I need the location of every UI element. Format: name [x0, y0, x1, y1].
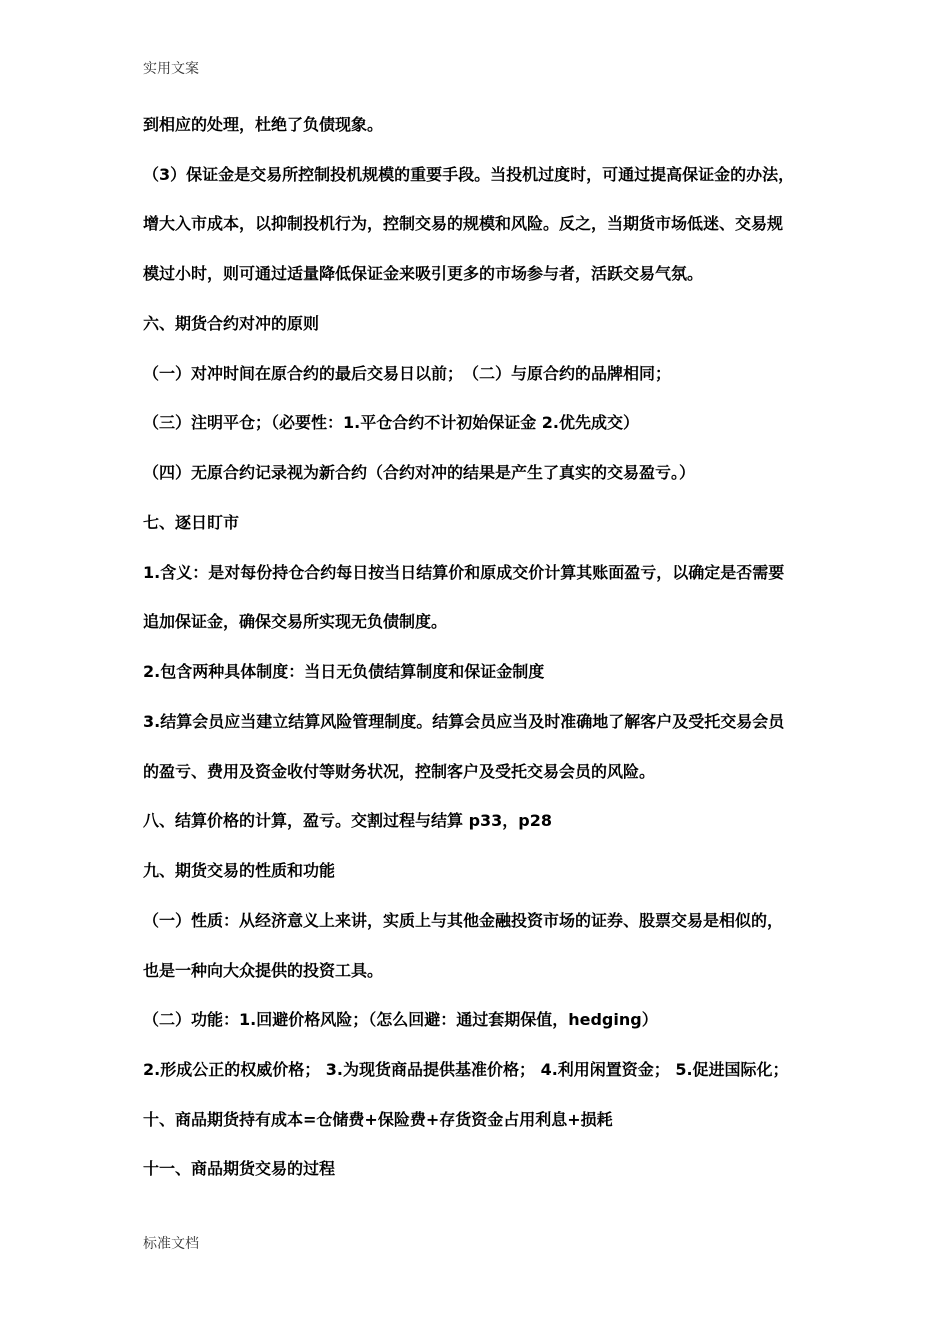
section-heading: 十、商品期货持有成本=仓储费+保险费+存货资金占用利息+损耗 [143, 1110, 613, 1129]
section-heading: 七、逐日盯市 [143, 513, 240, 532]
paragraph-line: 追加保证金，确保交易所实现无负债制度。 [143, 612, 448, 631]
page-header: 实用文案 [143, 61, 199, 77]
paragraph-line: 模过小时，则可通过适量降低保证金来吸引更多的市场参与者，活跃交易气氛。 [143, 264, 704, 283]
section-heading: 十一、商品期货交易的过程 [143, 1159, 336, 1178]
page-footer: 标准文档 [143, 1236, 199, 1252]
paragraph-line: 到相应的处理，杜绝了负债现象。 [143, 115, 384, 134]
paragraph-line: （一）性质：从经济意义上来讲，实质上与其他金融投资市场的证券、股票交易是相似的， [143, 911, 784, 930]
paragraph-line: （三）注明平仓；（必要性：1.平仓合约不计初始保证金 2.优先成交） [143, 413, 639, 432]
paragraph-line: （二）功能：1.回避价格风险；（怎么回避：通过套期保值，hedging） [143, 1010, 658, 1029]
paragraph-line: 也是一种向大众提供的投资工具。 [143, 961, 384, 980]
paragraph-line: 1.含义：是对每份持仓合约每日按当日结算价和原成交价计算其账面盈亏，以确定是否需要 [143, 563, 785, 582]
paragraph-line: 2.形成公正的权威价格； 3.为现货商品提供基准价格； 4.利用闲置资金； 5.促进国际化； [143, 1060, 789, 1079]
section-heading: 六、期货合约对冲的原则 [143, 314, 320, 333]
section-heading: 九、期货交易的性质和功能 [143, 861, 336, 880]
section-heading: 八、结算价格的计算，盈亏。交割过程与结算 p33，p28 [143, 811, 553, 830]
paragraph-line: 增大入市成本，以抑制投机行为，控制交易的规模和风险。反之，当期货市场低迷、交易规 [143, 214, 784, 233]
paragraph-line: （一）对冲时间在原合约的最后交易日以前； （二）与原合约的品牌相同； [143, 364, 672, 383]
paragraph-line: （四）无原合约记录视为新合约（合约对冲的结果是产生了真实的交易盈亏。） [143, 463, 696, 482]
paragraph-line: 3.结算会员应当建立结算风险管理制度。结算会员应当及时准确地了解客户及受托交易会员 [143, 712, 785, 731]
paragraph-line: 2.包含两种具体制度：当日无负债结算制度和保证金制度 [143, 662, 545, 681]
paragraph-line: （3）保证金是交易所控制投机规模的重要手段。当投机过度时，可通过提高保证金的办法， [143, 165, 795, 184]
paragraph-line: 的盈亏、费用及资金收付等财务状况，控制客户及受托交易会员的风险。 [143, 762, 656, 781]
